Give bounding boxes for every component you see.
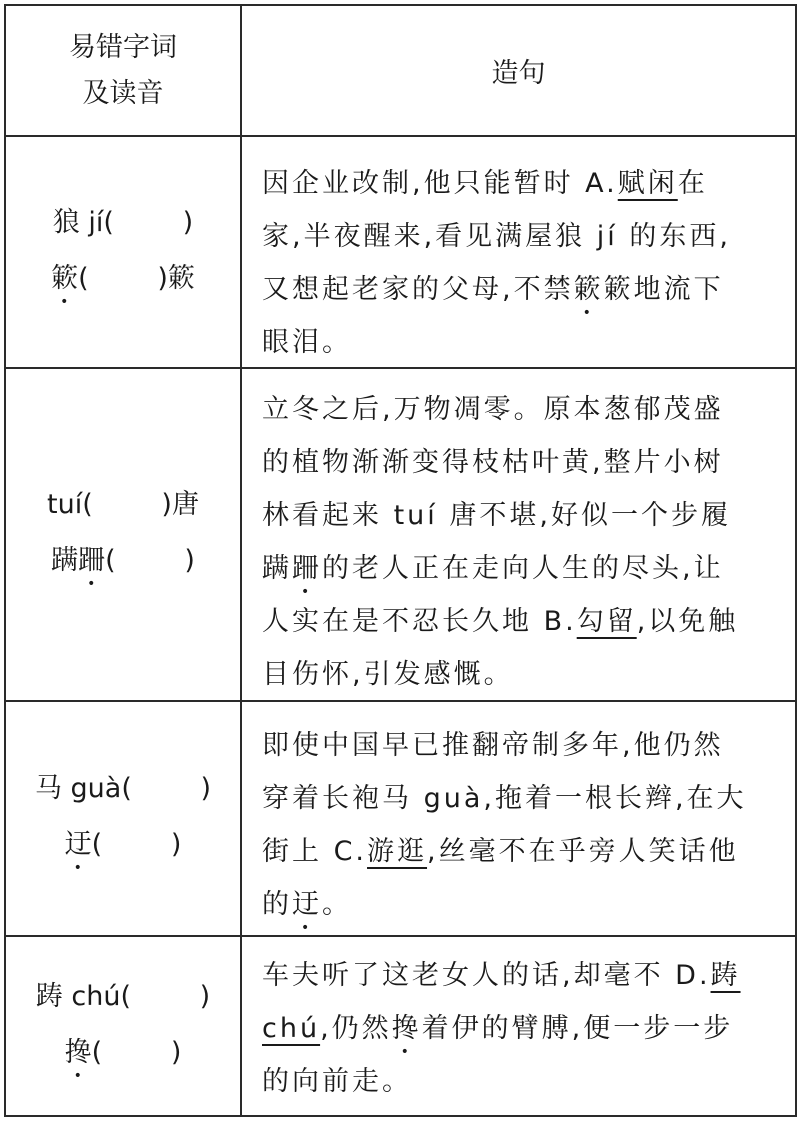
sentence-line	[262, 878, 792, 936]
dotted-character: 跚	[292, 553, 322, 584]
word-entry	[51, 533, 195, 592]
word-entry	[65, 1025, 182, 1084]
sentence-line	[262, 825, 792, 878]
sentence-line	[262, 210, 792, 263]
text-segment: 的老人正在走向人生的尽头,让	[322, 553, 724, 584]
sentence-line	[262, 719, 792, 772]
text-segment: 马 guà( )	[34, 773, 212, 804]
sentence-line	[262, 1002, 792, 1060]
sentence-line	[262, 383, 792, 436]
dotted-character: 迂	[292, 889, 322, 920]
header-right-title: 造句	[491, 58, 546, 89]
text-segment: 家,半夜醒来,看见满屋狼 jí 的东西,	[262, 221, 731, 252]
row-1-words	[6, 137, 240, 367]
text-segment: 蹒	[51, 545, 79, 576]
dotted-character: 跚	[78, 545, 106, 576]
underlined-term: 勾留	[576, 606, 637, 637]
underlined-term: 游逛	[367, 836, 428, 867]
vocabulary-table	[4, 4, 797, 1117]
row-1-sentence	[242, 137, 795, 367]
sentence-line	[262, 436, 792, 489]
text-segment: 着伊的臂膊,便一步一步	[421, 1013, 734, 1044]
text-segment: 眼泪。	[262, 327, 352, 358]
text-segment: 的植物渐渐变得枝枯叶黄,整片小树	[262, 447, 724, 478]
text-segment: 因企业改制,他只能暂时 A.	[262, 168, 618, 199]
text-segment: tuí( )唐	[47, 489, 199, 520]
sentence-line	[262, 542, 792, 600]
text-segment: 目伤怀,引发感慨。	[262, 659, 514, 690]
sentence-line	[262, 316, 792, 369]
text-segment: 即使中国早已推翻帝制多年,他仍然	[262, 730, 724, 761]
dotted-character: 搀	[391, 1013, 422, 1044]
word-entry	[47, 477, 199, 533]
underlined-term: 踌	[710, 960, 741, 991]
header-left-cell	[6, 6, 240, 135]
text-segment: ( )	[91, 1036, 182, 1068]
text-segment: 蹒	[262, 553, 292, 584]
text-segment: 的	[262, 889, 292, 920]
text-segment: 的向前走。	[262, 1066, 412, 1097]
text-segment: ,以免触	[636, 606, 739, 637]
sentence-line	[262, 648, 792, 701]
header-left-line2: 及读音	[82, 77, 164, 109]
dotted-character: 簌	[51, 262, 79, 294]
dotted-character: 簌	[573, 274, 604, 305]
text-segment: 在	[677, 168, 708, 199]
sentence-line	[262, 157, 792, 210]
header-right-cell	[242, 6, 795, 135]
row-3-sentence	[242, 702, 795, 935]
text-segment: 穿着长袍马 guà,拖着一根长辫,在大	[262, 783, 747, 814]
text-segment: 立冬之后,万物凋零。原本葱郁茂盛	[262, 394, 724, 425]
sentence-line	[262, 949, 792, 1002]
text-segment: 簌地流下	[603, 274, 724, 305]
text-segment: 。	[322, 889, 352, 920]
row-3-words	[6, 702, 240, 935]
text-segment: 林看起来 tuí 唐不堪,好似一个步履	[262, 500, 731, 531]
text-segment: 街上 C.	[262, 836, 368, 867]
row-4-words	[6, 937, 240, 1115]
word-entry	[53, 195, 193, 251]
sentence-line	[262, 1055, 792, 1108]
sentence-line	[262, 489, 792, 542]
text-segment: ,仍然	[320, 1013, 392, 1044]
text-segment: 人实在是不忍长久地 B.	[262, 606, 577, 637]
text-segment: ,丝毫不在乎旁人笑话他	[427, 836, 739, 867]
text-segment: ( )	[105, 545, 195, 576]
sentence-line	[262, 772, 792, 825]
header-left-line1: 易错字词	[69, 31, 177, 63]
dotted-character: 搀	[64, 1036, 92, 1068]
sentence-line	[262, 263, 792, 321]
word-entry	[35, 761, 211, 817]
underlined-term: 赋闲	[617, 168, 678, 199]
row-4-sentence	[242, 937, 795, 1115]
word-entry	[36, 969, 210, 1025]
word-entry	[51, 251, 195, 310]
dotted-character: 迂	[64, 829, 92, 860]
text-segment: 又想起老家的父母,不禁	[262, 274, 574, 305]
sentence-line	[262, 595, 792, 648]
text-segment: ( )簌	[78, 262, 195, 294]
underlined-term: chú	[262, 1013, 321, 1044]
text-segment: ( )	[91, 829, 182, 860]
text-segment: 车夫听了这老女人的话,却毫不 D.	[262, 960, 711, 991]
text-segment: 踌 chú( )	[35, 980, 211, 1012]
row-2-words	[6, 369, 240, 700]
word-entry	[65, 817, 182, 876]
text-segment: 狼 jí( )	[52, 206, 194, 238]
row-2-sentence	[242, 369, 795, 700]
